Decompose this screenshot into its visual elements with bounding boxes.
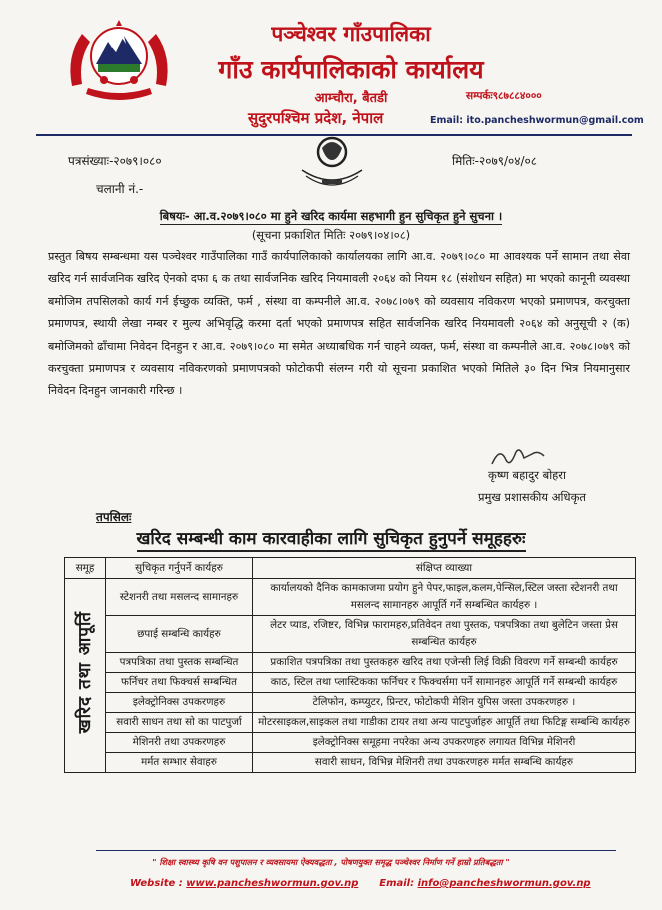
email-link[interactable]: info@pancheshwormun.gov.np — [417, 878, 591, 889]
description-cell: टेलिफोन, कम्प्युटर, प्रिन्टर, फोटोकपी मेशिन युपिस जस्ता उपकरणहरु । — [253, 693, 636, 713]
footer-slogan: " शिक्षा स्वास्थ्य कृषि वन पशुपालन र व्यवसायमा ऐक्यवद्धता , पोषणयुक्त समृद्ध पञ्चेश्वर निर्माण गर्ने हाम्रो प्रतिबद्धता " — [152, 857, 510, 867]
header-group: समूह — [65, 558, 106, 579]
notice-body: प्रस्तुत बिषय सम्बन्धमा यस पञ्चेश्वर गाउँपालिका गाउँ कार्यपालिकाको कार्यालयका लागि आ.व. २०७९।०८० मा आवश्यक पर्ने सामान तथा सेवा खरिद गर्न सार्वजनिक खरिद ऐनको दफा ६ क तथा सार्वजनिक खरिद नियमावली २०६४ को नियम १८ (संशोधन सहित) मा भएको कानूनी व्यवस्था बमोजिम तपसिलको कार्य गर्न ईच्छुक व्यक्ति, फर्म , संस्था वा कम्पनीले आ.व. २०७८।०७९ को व्यवसाय नविकरण भएको प्रमाणपत्र, करचुक्ता प्रमाणपत्र, स्थायी लेखा नम्बर र मुल्य अभिवृद्धि करमा दर्ता भएको प्रमाणपत्र सहित सार्वजनिक खरिद नियमावली २०६४ को अनुसूची २ (क) बमोजिमको ढाँचामा निवेदन दिनहुन र आ.व. २०७९।०८० मा समेत अध्याबधिक गर्न चाहने व्यक्त, फर्म, संस्था वा कम्पनीले आ.व. २०७८।०७९ को करचुक्ता प्रमाणपत्र र व्यवसाय नविकरणको प्रमाणपत्रको फोटोकपी संलग्न गरी यो सूचना प्रकाशित भएको मितिले ३० दिन भित्र नियमानुसार निवेदन दिनहुन जानकारी गरिन्छ । — [48, 250, 630, 398]
description-cell: कार्यालयको दैनिक कामकाजमा प्रयोग हुने पेपर,फाइल,कलम,पेन्सिल,स्टिल जस्ता स्टेशनरी तथा मसलन्द सामानहरु आपूर्ति गर्ने सम्बन्धित कार्यहरु । — [253, 579, 636, 616]
footer-links — [130, 878, 591, 889]
work-cell: सवारी साधन तथा सो का पाटपुर्जा — [106, 713, 253, 733]
work-cell: पत्रपत्रिका तथा पुस्तक सम्बन्धित — [106, 653, 253, 673]
work-cell: मर्मत सम्भार सेवाहरु — [106, 753, 253, 773]
work-cell: मेशिनरी तथा उपकरणहरु — [106, 733, 253, 753]
signatory-name: कृष्ण बहादुर बोहरा — [488, 468, 566, 482]
tapasil-label: तपसिलः — [96, 510, 132, 524]
table-row — [65, 733, 636, 753]
description-cell: प्रकाशित पत्रपत्रिका तथा पुस्तकहरु खरिद तथा एजेन्सी लिई विक्री विवरण गर्ने सम्बन्धी कार्यहरु — [253, 653, 636, 673]
procurement-groups-table — [64, 557, 636, 773]
table-header-row — [65, 558, 636, 579]
group-cell — [65, 579, 106, 773]
work-cell: इलेक्ट्रोनिक्स उपकरणहरु — [106, 693, 253, 713]
work-cell: फर्निचर तथा फिक्चर्स सम्बन्धित — [106, 673, 253, 693]
office-location: आम्चौरा, बैतडी — [314, 91, 388, 106]
table-body — [65, 579, 636, 773]
office-name: गाँउ कार्यपालिकाको कार्यालय — [218, 55, 484, 84]
dispatch-number: चलानी नं.- — [96, 182, 144, 196]
letter-date: मितिः-२०७९/०४/०८ — [452, 154, 537, 168]
table-row — [65, 579, 636, 616]
signature-scribble-icon — [488, 444, 548, 470]
table-row — [65, 673, 636, 693]
office-stamp-icon — [292, 130, 372, 194]
published-date: (सूचना प्रकाशित मितिः २०७९।०४।०८) — [251, 228, 411, 242]
province-name: सुदुरपश्चिम प्रदेश, नेपाल — [248, 109, 384, 127]
description-cell: काठ, स्टिल तथा प्लास्टिकका फर्निचर र फिक्चर्समा पर्ने सामानहरु आपूर्ति गर्ने सम्बन्धी कार्यहरु — [253, 673, 636, 693]
footer-rule — [96, 850, 616, 851]
website-link[interactable]: www.pancheshwormun.gov.np — [186, 878, 359, 889]
header-work: सुचिकृत गर्नुपर्ने कार्यहरु — [106, 558, 253, 579]
signatory-title: प्रमुख प्रशासकीय अधिकृत — [478, 490, 586, 504]
contact-phone: सम्पर्कः९८७८८४००० — [466, 90, 542, 102]
table-row — [65, 616, 636, 653]
table-title: खरिद सम्बन्धी काम कारवाहीका लागि सुचिकृत हुनुपर्ने समूहहरुः — [0, 526, 662, 549]
description-cell: लेटर प्याड, रजिष्टर, विभिन्न फारामहरु,प्रतिवेदन तथा पुस्तक, पत्रपत्रिका तथा बुलेटिन जस्ता प्रेस सम्बन्धित कार्यहरु — [253, 616, 636, 653]
table-row — [65, 653, 636, 673]
description-cell: इलेक्ट्रोनिक्स समूहमा नपरेका अन्य उपकरणहरु लगायत विभिन्न मेशिनरी — [253, 733, 636, 753]
website-label: Website : — [130, 878, 187, 889]
table-row — [65, 713, 636, 733]
description-cell: मोटरसाइकल,साइकल तथा गाडीका टायर तथा अन्य पाटपुर्जाहरु आपूर्ति तथा फिटिङ्ग सम्बन्धि कार्यहरु — [253, 713, 636, 733]
work-cell: छपाई सम्बन्धि कार्यहरु — [106, 616, 253, 653]
header-description: संक्षिप्त व्याख्या — [253, 558, 636, 579]
table-row — [65, 693, 636, 713]
work-cell: स्टेशनरी तथा मसलन्द सामानहरु — [106, 579, 253, 616]
subject-line: बिषयः- आ.व.२०७९।०८० मा हुने खरिद कार्यमा सहभागी हुन सुचिकृत हुने सुचना । — [159, 209, 503, 223]
reference-number: पत्रसंख्याः-२०७९।०८० — [68, 154, 162, 168]
description-cell: सवारी साधन, विभिन्न मेशिनरी तथा उपकरणहरु मर्मत सम्बन्धि कार्यहरु — [253, 753, 636, 773]
table-row — [65, 753, 636, 773]
group-label: खरिद तथा आपूर्ति — [74, 611, 95, 734]
header-email: Email: ito.pancheshwormun@gmail.com — [430, 115, 644, 126]
municipality-name: पञ्चेश्वर गाँउपालिका — [271, 22, 431, 46]
email-label: Email: — [379, 878, 418, 889]
